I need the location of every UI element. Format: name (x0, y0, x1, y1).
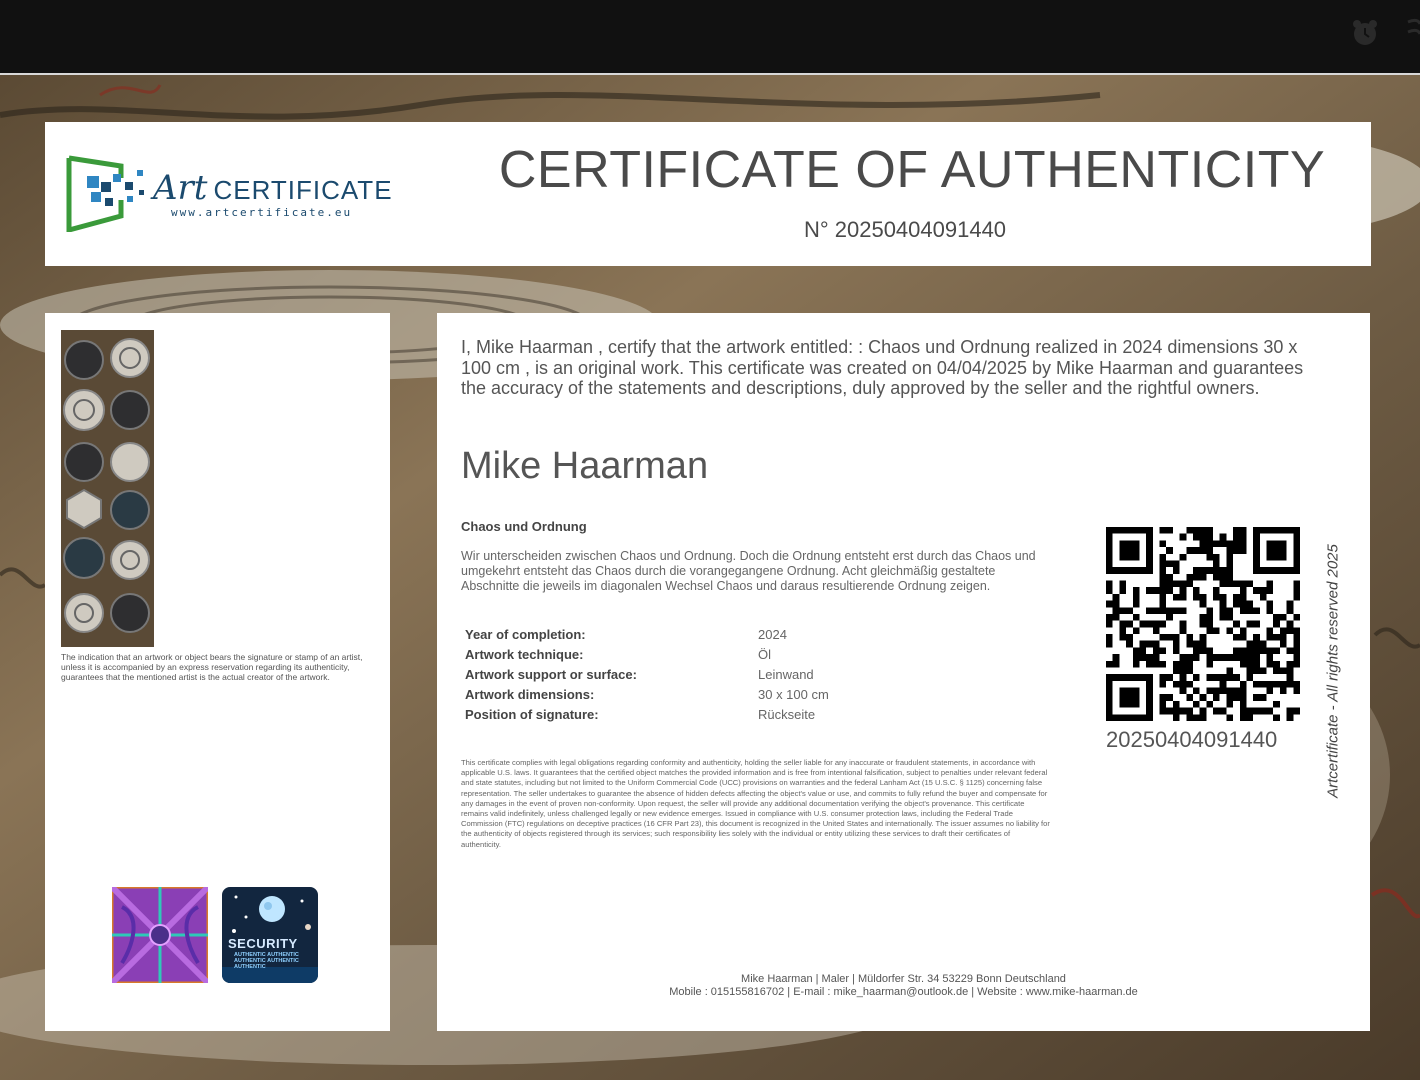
detail-label: Position of signature: (465, 707, 599, 722)
detail-row-technique (461, 647, 981, 667)
legal-notice: This certificate complies with legal obligations regarding conformity and authenticity, holding the seller liable for any inaccurate or fraudulent statements, in accordance with applicable U.S. laws. It guarantees that the certified object matches the provided information and is free from intentional falsification, subject to penalties under relevant federal and state statutes, including but not limited to the Uniform Commercial Code (UCC) provisions on warranties and the federal Lanham Act (15 U.S.C. § 1125) concerning false representation. The seller undertakes to guarantee the absence of hidden defects affecting the object's value or use, and commits to fully refund the buyer and compensate for any damages in the event of proven non-conformity. Upon request, the seller will provide any additional documentation verifying the object's provenance. This certificate remains valid indefinitely, unless challenged legally or new evidence emerges. Issued in compliance with U.S. consumer protection laws, including the Federal Trade Commission (FTC) regulations on deceptive practices (16 CFR Part 23), this document is recognized in the United States and internationally. The issuer assumes no liability for the authenticity of objects registered through its services; such responsibility lies solely with the individual or entity utilizing these services to draft their certificates of authenticity. (461, 758, 1050, 849)
artwork-column (45, 313, 390, 1031)
logo-wordmark: Art CERTIFICATE (153, 168, 393, 208)
qr-code[interactable] (1106, 527, 1300, 721)
detail-row-signature (461, 707, 981, 727)
qr-certificate-number: 20250404091440 (1106, 727, 1278, 752)
certificate-title: CERTIFICATE OF AUTHENTICITY (498, 141, 1326, 199)
artwork-description: Wir unterscheiden zwischen Chaos und Ordnung. Doch die Ordnung entsteht erst durch das Chaos und umgekehrt entsteht das Chaos durch die vorangegangene Ordnung. Acht gleichmäßig gestaltete Abschnitte die jeweils im diagonalen Wechsel Chaos und daraus resultierende Ordnung zeigen. (461, 549, 1036, 593)
rights-reserved-text: Artcertificate - All rights reserved 2025 (1324, 544, 1342, 798)
detail-label: Year of completion: (465, 627, 586, 642)
contact-footer (437, 973, 1370, 999)
certification-statement: I, Mike Haarman , certify that the artwork entitled: : Chaos und Ordnung realized in 2024 dimensions 30 x 100 cm , is an original work. This certificate was created on 04/04/2025 by Mike Haarman and guarantees the accuracy of the statements and descriptions, duly approved by the seller and the rightful owners. (461, 337, 1304, 398)
detail-value: 2024 (758, 627, 787, 642)
security-badge-sublabel: AUTHENTIC AUTHENTIC AUTHENTIC AUTHENTIC AUTHENTIC (234, 952, 299, 970)
detail-row-support (461, 667, 981, 687)
detail-value: Rückseite (758, 707, 816, 722)
certificate-body (437, 313, 1370, 1031)
detail-row-year (461, 627, 981, 647)
menu-edge-icon[interactable] (1404, 16, 1420, 50)
footer-address: Mike Haarman | Maler | Müldorfer Str. 34 53229 Bonn Deutschland (741, 973, 1066, 985)
certificate-header (45, 122, 1371, 266)
logo-mark-icon (65, 152, 155, 232)
detail-value: Öl (758, 647, 771, 662)
detail-label: Artwork technique: (465, 647, 584, 662)
artwork-details (461, 627, 981, 727)
artist-name: Mike Haarman (461, 445, 709, 487)
security-badge (222, 887, 318, 983)
detail-value: 30 x 100 cm (758, 687, 829, 702)
detail-row-dimensions (461, 687, 981, 707)
detail-value: Leinwand (758, 667, 814, 682)
detail-label: Artwork support or surface: (465, 667, 637, 682)
top-bar (0, 0, 1420, 75)
authenticity-note: The indication that an artwork or object bears the signature or stamp of an artist, unless it is accompanied by an express reservation regarding its authenticity, guarantees that the mentioned artist is the actual creator of the artwork. (61, 652, 363, 682)
artcertificate-logo[interactable] (65, 152, 393, 232)
security-badge-label: SECURITY (228, 936, 298, 951)
logo-url: www.artcertificate.eu (171, 206, 353, 219)
artwork-image[interactable] (61, 330, 154, 647)
alarm-clock-icon[interactable] (1350, 18, 1380, 48)
footer-contacts: Mobile : 015155816702 | E-mail : mike_haarman@outlook.de | Website : www.mike-haarman.de (669, 986, 1138, 998)
artwork-title: Chaos und Ordnung (461, 519, 587, 534)
detail-label: Artwork dimensions: (465, 687, 595, 702)
hologram-badge-image (112, 887, 208, 983)
certificate-number: N° 20250404091440 (803, 217, 1007, 242)
